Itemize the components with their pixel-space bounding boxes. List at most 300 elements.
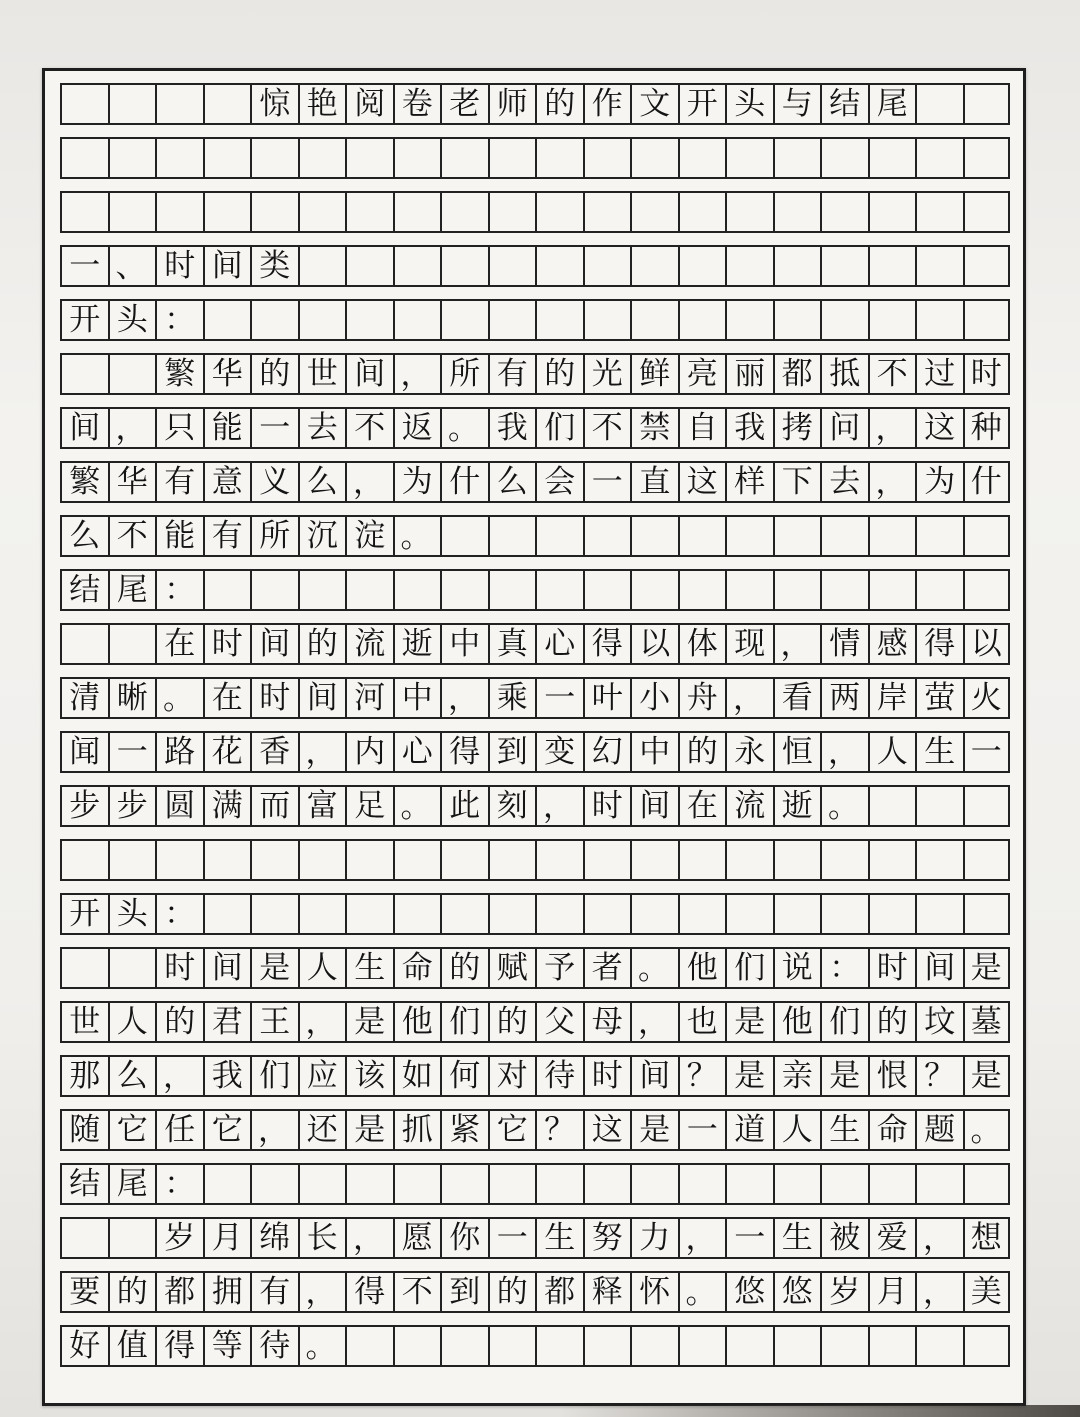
grid-char: 在 — [678, 785, 726, 827]
grid-cell-empty — [583, 839, 631, 881]
grid-cell-empty — [583, 569, 631, 611]
grid-cell-empty — [535, 1325, 583, 1367]
grid-char: 的 — [535, 353, 583, 395]
grid-cell-empty — [393, 893, 441, 935]
grid-char: 变 — [535, 731, 583, 773]
grid-char: 头 — [108, 893, 156, 935]
grid-cell-empty — [203, 83, 251, 125]
grid-cell-empty — [440, 893, 488, 935]
grid-char: 自 — [678, 407, 726, 449]
grid-char: ： — [155, 1163, 203, 1205]
grid-char: 不 — [393, 1271, 441, 1313]
grid-cell-empty — [488, 1325, 536, 1367]
grid-cell-empty — [915, 1325, 963, 1367]
grid-cell-empty — [963, 137, 1011, 179]
grid-cell-empty — [488, 893, 536, 935]
grid-cell-empty — [345, 569, 393, 611]
grid-cell-empty — [298, 893, 346, 935]
grid-cell-empty — [393, 839, 441, 881]
grid-char: ， — [108, 407, 156, 449]
grid-char: 一 — [108, 731, 156, 773]
grid-char: 愿 — [393, 1217, 441, 1259]
grid-char: 命 — [868, 1109, 916, 1151]
grid-char: 月 — [868, 1271, 916, 1313]
grid-char: 任 — [155, 1109, 203, 1151]
grid-char: 君 — [203, 1001, 251, 1043]
grid-cell-empty — [583, 137, 631, 179]
grid-char: 的 — [250, 353, 298, 395]
grid-char: 时 — [583, 1055, 631, 1097]
grid-char: 你 — [440, 1217, 488, 1259]
grid-char: 生 — [820, 1109, 868, 1151]
grid-char: 释 — [583, 1271, 631, 1313]
grid-char: 满 — [203, 785, 251, 827]
grid-char: 的 — [868, 1001, 916, 1043]
grid-cell-empty — [868, 245, 916, 287]
grid-cell-empty — [60, 191, 108, 233]
grid-cell-empty — [725, 245, 773, 287]
grid-char: ： — [820, 947, 868, 989]
grid-cell-empty — [725, 893, 773, 935]
grid-cell-empty — [393, 191, 441, 233]
grid-char: 小 — [630, 677, 678, 719]
grid-char: 作 — [583, 83, 631, 125]
grid-char: 样 — [725, 461, 773, 503]
grid-char: 到 — [440, 1271, 488, 1313]
grid-char: 都 — [155, 1271, 203, 1313]
grid-char: 我 — [203, 1055, 251, 1097]
grid-char: 坟 — [915, 1001, 963, 1043]
grid-char: 的 — [440, 947, 488, 989]
grid-char: 亲 — [773, 1055, 821, 1097]
grid-cell-empty — [345, 1325, 393, 1367]
grid-char: 王 — [250, 1001, 298, 1043]
grid-row — [60, 1109, 1010, 1151]
grid-char: ， — [535, 785, 583, 827]
grid-cell-empty — [630, 191, 678, 233]
grid-char: ， — [440, 677, 488, 719]
grid-char: 绵 — [250, 1217, 298, 1259]
grid-char: 两 — [820, 677, 868, 719]
grid-char: 逝 — [773, 785, 821, 827]
grid-cell-empty — [915, 839, 963, 881]
grid-char: 的 — [488, 1271, 536, 1313]
grid-char: 不 — [583, 407, 631, 449]
grid-char: 它 — [203, 1109, 251, 1151]
grid-cell-empty — [963, 299, 1011, 341]
grid-char: 中 — [393, 677, 441, 719]
grid-char: 岸 — [868, 677, 916, 719]
grid-char: 对 — [488, 1055, 536, 1097]
grid-cell-empty — [535, 569, 583, 611]
grid-cell-empty — [203, 893, 251, 935]
grid-cell-empty — [250, 839, 298, 881]
grid-cell-empty — [915, 245, 963, 287]
grid-cell-empty — [60, 1217, 108, 1259]
grid-char: 阅 — [345, 83, 393, 125]
grid-row — [60, 677, 1010, 719]
grid-char: 人 — [868, 731, 916, 773]
grid-char: 内 — [345, 731, 393, 773]
grid-char: 一 — [535, 677, 583, 719]
grid-cell-empty — [203, 1163, 251, 1205]
grid-char: 华 — [203, 353, 251, 395]
grid-cell-empty — [393, 245, 441, 287]
grid-cell-empty — [963, 83, 1011, 125]
grid-row — [60, 893, 1010, 935]
grid-cell-empty — [725, 299, 773, 341]
grid-char: 得 — [583, 623, 631, 665]
grid-cell-empty — [820, 245, 868, 287]
grid-char: 一 — [60, 245, 108, 287]
grid-row — [60, 407, 1010, 449]
grid-char: 是 — [725, 1055, 773, 1097]
grid-char: 光 — [583, 353, 631, 395]
grid-char: 一 — [583, 461, 631, 503]
grid-cell-empty — [963, 839, 1011, 881]
grid-char: 岁 — [820, 1271, 868, 1313]
grid-char: 是 — [963, 1055, 1011, 1097]
grid-char: 。 — [630, 947, 678, 989]
grid-cell-empty — [820, 299, 868, 341]
grid-char: 么 — [60, 515, 108, 557]
grid-char: 时 — [583, 785, 631, 827]
grid-char: 何 — [440, 1055, 488, 1097]
grid-cell-empty — [203, 299, 251, 341]
grid-char: 而 — [250, 785, 298, 827]
grid-char: 世 — [60, 1001, 108, 1043]
grid-char: 能 — [155, 515, 203, 557]
grid-cell-empty — [535, 893, 583, 935]
grid-char: 那 — [60, 1055, 108, 1097]
grid-char: 永 — [725, 731, 773, 773]
grid-char: 怀 — [630, 1271, 678, 1313]
grid-char: 。 — [820, 785, 868, 827]
grid-char: 们 — [535, 407, 583, 449]
grid-char: 一 — [963, 731, 1011, 773]
grid-cell-empty — [820, 137, 868, 179]
grid-cell-empty — [298, 299, 346, 341]
grid-char: 结 — [820, 83, 868, 125]
grid-char: 师 — [488, 83, 536, 125]
grid-cell-empty — [963, 191, 1011, 233]
grid-char: 晰 — [108, 677, 156, 719]
grid-cell-empty — [488, 299, 536, 341]
grid-char: 禁 — [630, 407, 678, 449]
grid-char: 是 — [630, 1109, 678, 1151]
grid-row — [60, 1325, 1010, 1367]
grid-char: 心 — [393, 731, 441, 773]
grid-row — [60, 191, 1010, 233]
grid-char: 能 — [203, 407, 251, 449]
grid-char: 悠 — [773, 1271, 821, 1313]
grid-char: 生 — [915, 731, 963, 773]
grid-char: 命 — [393, 947, 441, 989]
grid-char: 有 — [488, 353, 536, 395]
grid-char: 开 — [678, 83, 726, 125]
grid-cell-empty — [345, 839, 393, 881]
grid-cell-empty — [725, 191, 773, 233]
grid-cell-empty — [108, 83, 156, 125]
grid-char: 拷 — [773, 407, 821, 449]
grid-char: 义 — [250, 461, 298, 503]
grid-cell-empty — [203, 569, 251, 611]
grid-char: 们 — [725, 947, 773, 989]
grid-cell-empty — [630, 893, 678, 935]
grid-row — [60, 137, 1010, 179]
grid-char: 流 — [345, 623, 393, 665]
grid-cell-empty — [820, 569, 868, 611]
grid-char: 问 — [820, 407, 868, 449]
grid-char: 抵 — [820, 353, 868, 395]
grid-cell-empty — [488, 1163, 536, 1205]
grid-char: 想 — [963, 1217, 1011, 1259]
grid-cell-empty — [535, 1163, 583, 1205]
grid-char: 间 — [203, 245, 251, 287]
grid-char: 一 — [678, 1109, 726, 1151]
grid-char: 中 — [440, 623, 488, 665]
grid-char: 不 — [868, 353, 916, 395]
grid-char: 还 — [298, 1109, 346, 1151]
grid-cell-empty — [773, 839, 821, 881]
grid-char: 间 — [915, 947, 963, 989]
grid-char: 老 — [440, 83, 488, 125]
grid-char: 繁 — [60, 461, 108, 503]
grid-char: ， — [868, 407, 916, 449]
grid-char: 幻 — [583, 731, 631, 773]
grid-char: ， — [773, 623, 821, 665]
grid-char: 。 — [155, 677, 203, 719]
grid-cell-empty — [60, 353, 108, 395]
grid-row — [60, 515, 1010, 557]
grid-cell-empty — [298, 245, 346, 287]
grid-char: 这 — [915, 407, 963, 449]
grid-cell-empty — [155, 191, 203, 233]
grid-char: 的 — [535, 83, 583, 125]
grid-char: 他 — [773, 1001, 821, 1043]
grid-cell-empty — [915, 83, 963, 125]
grid-char: 待 — [535, 1055, 583, 1097]
grid-char: 得 — [155, 1325, 203, 1367]
grid-char: 时 — [963, 353, 1011, 395]
grid-char: 的 — [298, 623, 346, 665]
grid-cell-empty — [773, 569, 821, 611]
grid-char: 时 — [868, 947, 916, 989]
grid-cell-empty — [393, 137, 441, 179]
grid-cell-empty — [820, 839, 868, 881]
grid-char: 为 — [915, 461, 963, 503]
grid-cell-empty — [393, 299, 441, 341]
grid-cell-empty — [535, 245, 583, 287]
grid-cell-empty — [963, 1163, 1011, 1205]
grid-cell-empty — [773, 515, 821, 557]
grid-row — [60, 569, 1010, 611]
grid-cell-empty — [535, 191, 583, 233]
grid-cell-empty — [630, 1325, 678, 1367]
grid-cell-empty — [440, 569, 488, 611]
grid-char: ， — [915, 1271, 963, 1313]
grid-char: 世 — [298, 353, 346, 395]
grid-char: 现 — [725, 623, 773, 665]
grid-char: 返 — [393, 407, 441, 449]
grid-char: ， — [155, 1055, 203, 1097]
grid-char: 会 — [535, 461, 583, 503]
grid-char: 间 — [203, 947, 251, 989]
grid-cell-empty — [60, 839, 108, 881]
grid-char: 者 — [583, 947, 631, 989]
grid-cell-empty — [915, 785, 963, 827]
grid-row — [60, 1163, 1010, 1205]
grid-cell-empty — [868, 785, 916, 827]
grid-char: 闻 — [60, 731, 108, 773]
grid-cell-empty — [630, 1163, 678, 1205]
grid-char: 人 — [298, 947, 346, 989]
grid-char: 待 — [250, 1325, 298, 1367]
grid-char: ， — [345, 461, 393, 503]
grid-char: 清 — [60, 677, 108, 719]
grid-char: 抓 — [393, 1109, 441, 1151]
grid-char: 等 — [203, 1325, 251, 1367]
grid-char: 开 — [60, 299, 108, 341]
grid-char: 它 — [488, 1109, 536, 1151]
grid-char: 生 — [535, 1217, 583, 1259]
grid-char: 么 — [488, 461, 536, 503]
grid-cell-empty — [440, 245, 488, 287]
grid-char: 此 — [440, 785, 488, 827]
grid-char: 它 — [108, 1109, 156, 1151]
grid-cell-empty — [108, 137, 156, 179]
grid-cell-empty — [440, 515, 488, 557]
grid-cell-empty — [488, 569, 536, 611]
grid-cell-empty — [583, 1325, 631, 1367]
grid-cell-empty — [678, 137, 726, 179]
grid-cell-empty — [393, 1325, 441, 1367]
grid-char: 好 — [60, 1325, 108, 1367]
grid-cell-empty — [60, 137, 108, 179]
grid-char: ， — [678, 1217, 726, 1259]
grid-char: 力 — [630, 1217, 678, 1259]
grid-cell-empty — [298, 839, 346, 881]
grid-cell-empty — [583, 245, 631, 287]
grid-cell-empty — [108, 623, 156, 665]
grid-char: 结 — [60, 569, 108, 611]
grid-char: ， — [345, 1217, 393, 1259]
grid-char: 恨 — [868, 1055, 916, 1097]
grid-char: ： — [155, 893, 203, 935]
grid-char: 繁 — [155, 353, 203, 395]
grid-cell-empty — [155, 839, 203, 881]
grid-cell-empty — [820, 191, 868, 233]
grid-cell-empty — [250, 137, 298, 179]
grid-char: 这 — [583, 1109, 631, 1151]
grid-char: 有 — [203, 515, 251, 557]
grid-char: 香 — [250, 731, 298, 773]
grid-char: 火 — [963, 677, 1011, 719]
grid-cell-empty — [393, 1163, 441, 1205]
grid-char: 去 — [820, 461, 868, 503]
grid-cell-empty — [535, 515, 583, 557]
grid-row — [60, 1217, 1010, 1259]
grid-cell-empty — [868, 515, 916, 557]
grid-cell-empty — [773, 1325, 821, 1367]
grid-char: 间 — [298, 677, 346, 719]
grid-cell-empty — [345, 137, 393, 179]
grid-row — [60, 1055, 1010, 1097]
title-row — [60, 83, 1010, 125]
grid-cell-empty — [725, 1163, 773, 1205]
grid-char: 是 — [345, 1001, 393, 1043]
grid-cell-empty — [250, 893, 298, 935]
grid-char: 卷 — [393, 83, 441, 125]
grid-char: 得 — [915, 623, 963, 665]
grid-row — [60, 299, 1010, 341]
grid-cell-empty — [203, 191, 251, 233]
grid-char: ， — [298, 1271, 346, 1313]
grid-char: 他 — [678, 947, 726, 989]
grid-char: 被 — [820, 1217, 868, 1259]
grid-cell-empty — [535, 137, 583, 179]
grid-char: ？ — [915, 1055, 963, 1097]
grid-cell-empty — [773, 137, 821, 179]
grid-char: 们 — [250, 1055, 298, 1097]
grid-char: 去 — [298, 407, 346, 449]
grid-cell-empty — [345, 191, 393, 233]
grid-char: 紧 — [440, 1109, 488, 1151]
grid-char: ？ — [678, 1055, 726, 1097]
grid-char: ， — [868, 461, 916, 503]
grid-cell-empty — [440, 1325, 488, 1367]
grid-cell-empty — [868, 839, 916, 881]
grid-char: 爱 — [868, 1217, 916, 1259]
grid-char: 丽 — [725, 353, 773, 395]
grid-char: 美 — [963, 1271, 1011, 1313]
grid-cell-empty — [820, 515, 868, 557]
grid-char: 是 — [725, 1001, 773, 1043]
grid-cell-empty — [678, 299, 726, 341]
grid-char: ， — [630, 1001, 678, 1043]
grid-char: ， — [393, 353, 441, 395]
grid-cell-empty — [488, 839, 536, 881]
grid-char: 的 — [155, 1001, 203, 1043]
grid-row — [60, 245, 1010, 287]
grid-char: 淀 — [345, 515, 393, 557]
grid-cell-empty — [915, 191, 963, 233]
grid-char: ： — [155, 299, 203, 341]
grid-cell-empty — [345, 893, 393, 935]
page-edge-shadow — [560, 1405, 1080, 1417]
grid-row — [60, 461, 1010, 503]
grid-cell-empty — [868, 1325, 916, 1367]
grid-cell-empty — [773, 245, 821, 287]
grid-cell-empty — [915, 299, 963, 341]
grid-char: 文 — [630, 83, 678, 125]
grid-row — [60, 1271, 1010, 1313]
grid-cell-empty — [820, 893, 868, 935]
grid-cell-empty — [725, 839, 773, 881]
grid-char: 时 — [155, 245, 203, 287]
grid-char: 间 — [345, 353, 393, 395]
grid-cell-empty — [630, 245, 678, 287]
grid-char: 河 — [345, 677, 393, 719]
grid-cell-empty — [583, 1163, 631, 1205]
grid-cell-empty — [535, 299, 583, 341]
grid-cell-empty — [963, 569, 1011, 611]
grid-row — [60, 353, 1010, 395]
grid-char: 的 — [678, 731, 726, 773]
grid-char: 悠 — [725, 1271, 773, 1313]
grid-cell-empty — [535, 839, 583, 881]
grid-char: 。 — [963, 1109, 1011, 1151]
